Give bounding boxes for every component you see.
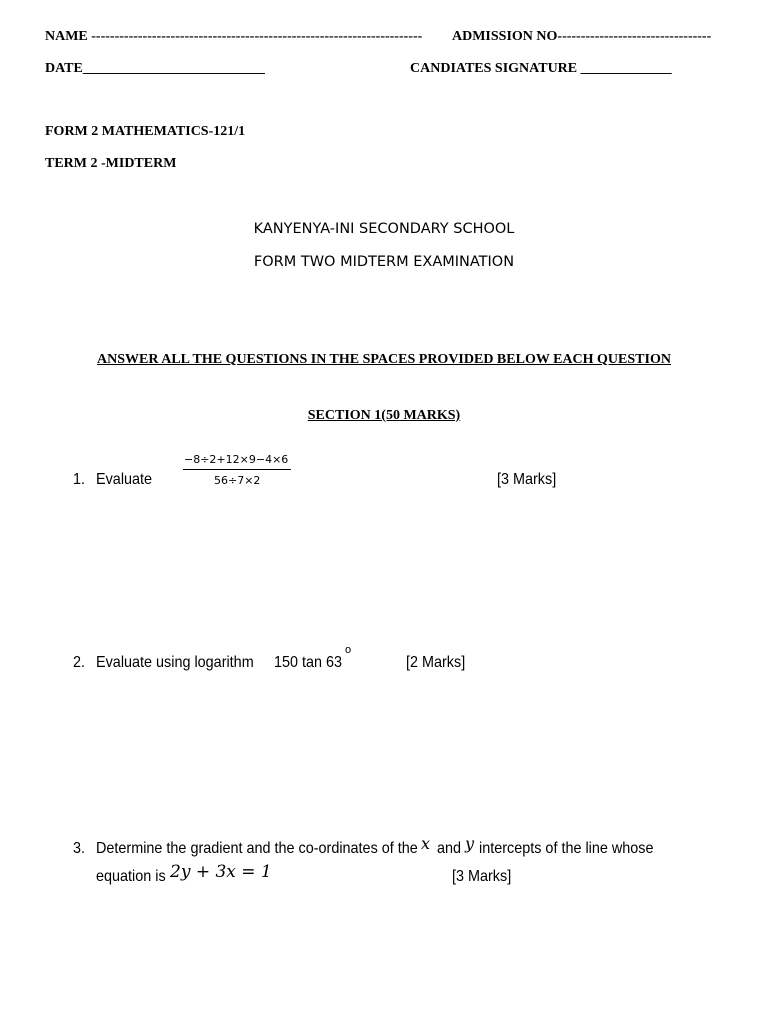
question-text-part-2: and [437, 840, 462, 857]
question-number: 2. [73, 654, 86, 671]
subject-code: FORM 2 MATHEMATICS-121/1 [45, 124, 246, 139]
question-text-part-4: equation is [96, 868, 166, 885]
question-text-part-3: intercepts of the line whose [479, 840, 654, 857]
question-marks: [2 Marks] [406, 654, 466, 671]
question-text-part-1: Determine the gradient and the co-ordinates of the [96, 840, 418, 857]
fraction-numerator: −8÷2+12×9−4×6 [184, 453, 289, 466]
question-text: Evaluate [96, 471, 153, 488]
question-marks: [3 Marks] [452, 868, 512, 885]
variable-y: y [465, 834, 475, 853]
section-heading: SECTION 1(50 MARKS) [307, 408, 461, 423]
variable-x: x [421, 834, 431, 853]
fraction-bar [183, 469, 291, 470]
question-number: 3. [73, 840, 86, 857]
admission-number-field[interactable]: ADMISSION NO--------------------------------- [452, 29, 712, 44]
question-expression: 150 tan 63 [274, 654, 343, 671]
name-field[interactable]: NAME ----------------------------------------------------------------------- [45, 29, 423, 44]
term-label: TERM 2 -MIDTERM [45, 156, 177, 171]
line-equation: 2y + 3x = 1 [170, 862, 272, 882]
fraction-denominator: 56÷7×2 [214, 474, 261, 487]
degree-symbol: o [345, 644, 352, 656]
question-marks: [3 Marks] [497, 471, 557, 488]
exam-title: FORM TWO MIDTERM EXAMINATION [253, 254, 515, 270]
date-field[interactable]: DATE__________________________ [45, 61, 265, 76]
question-number: 1. [73, 471, 86, 488]
question-text: Evaluate using logarithm [96, 654, 254, 671]
instructions: ANSWER ALL THE QUESTIONS IN THE SPACES PROVIDED BELOW EACH QUESTION [97, 352, 671, 367]
school-name: KANYENYA-INI SECONDARY SCHOOL [253, 221, 515, 237]
candidate-signature-field[interactable]: CANDIATES SIGNATURE _____________ [410, 61, 672, 76]
